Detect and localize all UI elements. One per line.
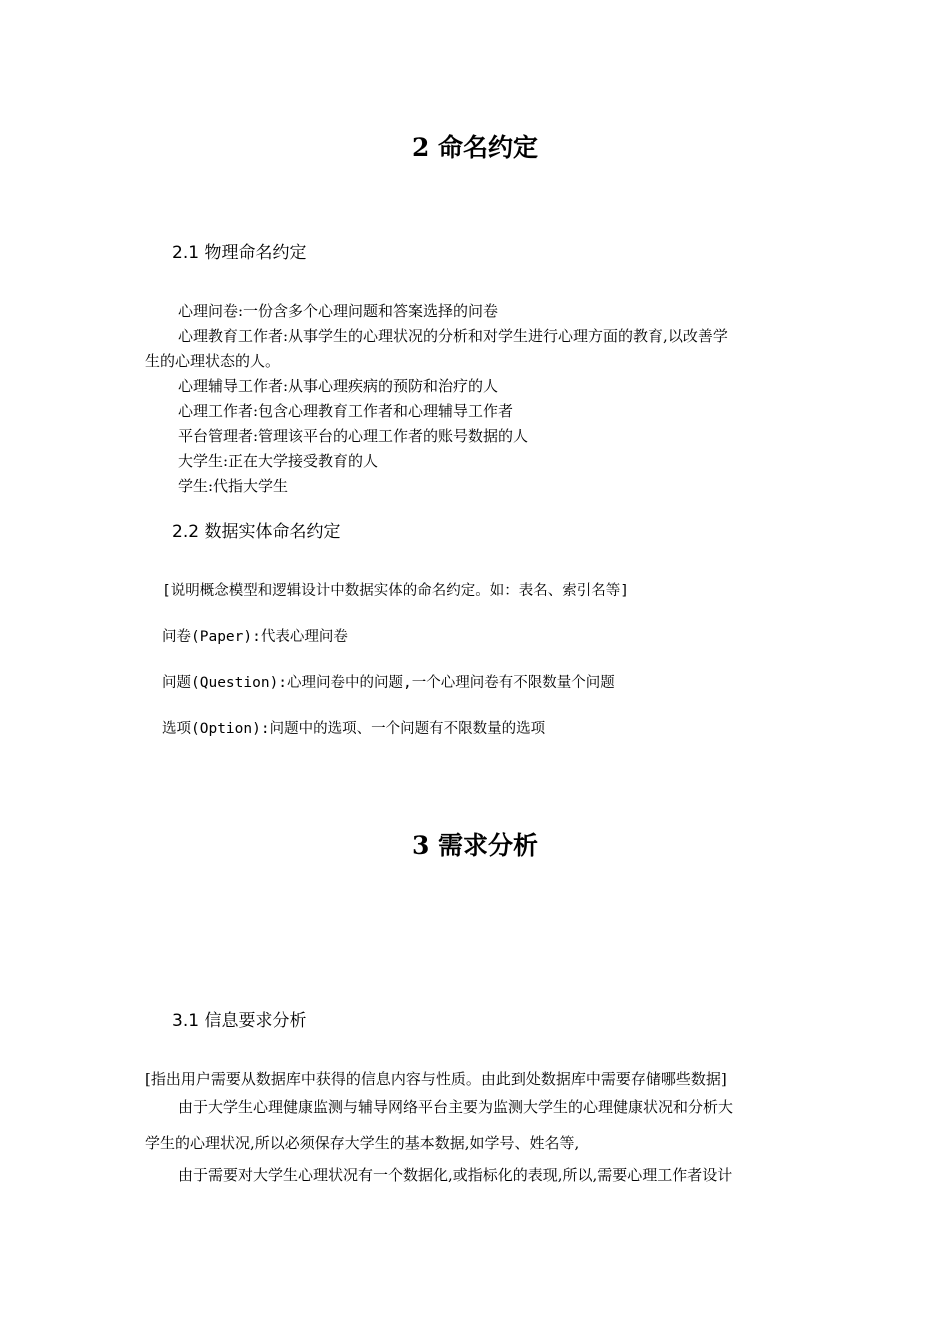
paragraph-line: 学生的心理状况,所以必须保存大学生的基本数据,如学号、姓名等, [145, 1134, 580, 1152]
paragraph-line: 生的心理状态的人。 [145, 352, 281, 370]
section-2-heading: 2 命名约定 [411, 133, 539, 162]
paragraph-line: 学生:代指大学生 [178, 477, 289, 495]
paragraph-line: 大学生:正在大学接受教育的人 [178, 452, 379, 470]
section-3-heading: 3 需求分析 [411, 831, 539, 860]
paragraph-line: 选项(Option):问题中的选项、一个问题有不限数量的选项 [162, 721, 546, 737]
paragraph-line: 心理问卷:一份含多个心理问题和答案选择的问卷 [178, 302, 499, 320]
paragraph-line: 心理工作者:包含心理教育工作者和心理辅导工作者 [178, 402, 514, 420]
paragraph-line: [说明概念模型和逻辑设计中数据实体的命名约定。如：表名、索引名等] [162, 583, 629, 599]
paragraph-line: 心理教育工作者:从事学生的心理状况的分析和对学生进行心理方面的教育,以改善学 [178, 327, 728, 345]
paragraph-line: 问卷(Paper):代表心理问卷 [162, 629, 348, 645]
paragraph-line: 由于大学生心理健康监测与辅导网络平台主要为监测大学生的心理健康状况和分析大 [178, 1098, 734, 1116]
paragraph-line: 平台管理者:管理该平台的心理工作者的账号数据的人 [178, 427, 529, 445]
section-2-2-heading: 2.2 数据实体命名约定 [172, 522, 341, 542]
paragraph-line: 心理辅导工作者:从事心理疾病的预防和治疗的人 [178, 377, 499, 395]
paragraph-line: 问题(Question):心理问卷中的问题,一个心理问卷有不限数量个问题 [162, 675, 615, 691]
paragraph-line: 由于需要对大学生心理状况有一个数据化,或指标化的表现,所以,需要心理工作者设计 [178, 1166, 733, 1184]
paragraph-line: [指出用户需要从数据库中获得的信息内容与性质。由此到处数据库中需要存储哪些数据] [145, 1070, 727, 1088]
section-2-1-heading: 2.1 物理命名约定 [172, 243, 307, 263]
section-3-1-heading: 3.1 信息要求分析 [172, 1011, 307, 1031]
